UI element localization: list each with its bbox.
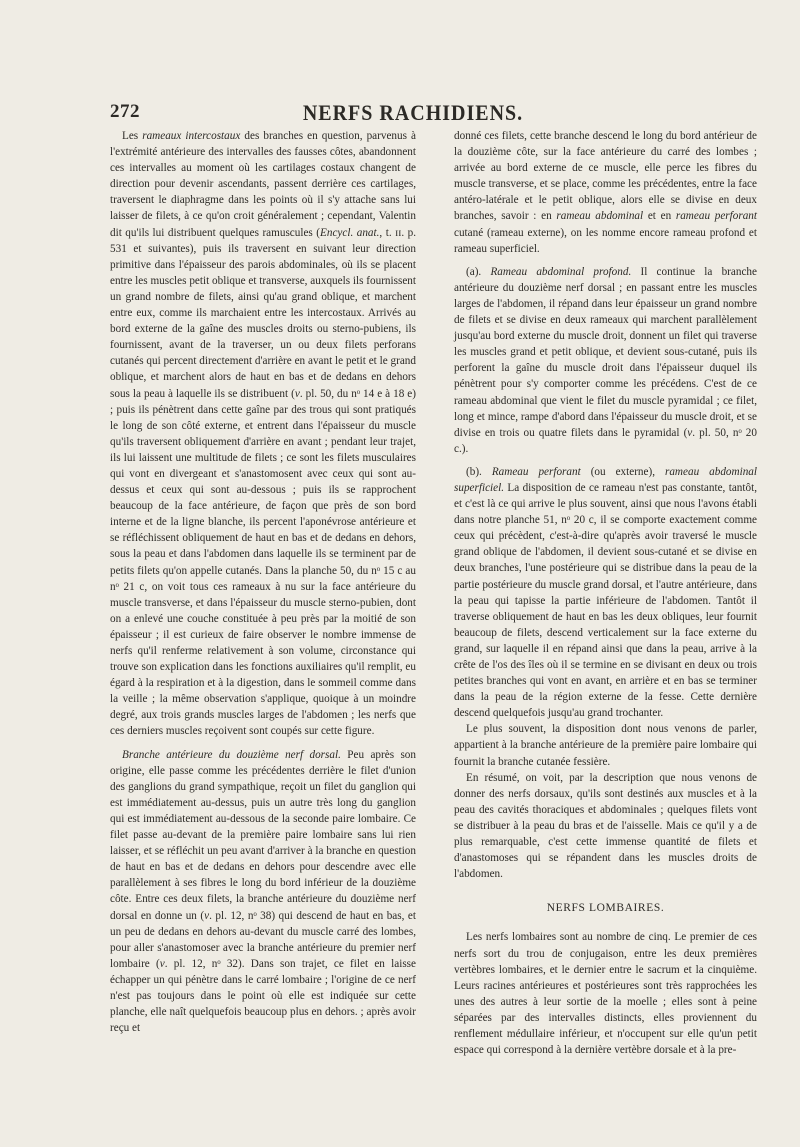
page-number: 272 xyxy=(110,101,140,122)
paragraph-rameau-abdominal-profond: (a). Rameau abdominal profond. Il continue la branche antérieure du douzième nerf dorsal ; en passant entre les muscles larges de l'abdomen, il répand dans leur épaisseur un grand nombre de filets et se divise en deux rameaux qui marchent parallèlement jusqu'au bord externe du muscle droit, donnent un filet qui traverse les muscles grand et petit oblique, et devient sous-cutané, puis ils perforent la gaîne du muscle droit dans l'épaisseur duquel ils pénètrent pour s'y comporter comme les précédens. C'est de ce rameau abdominal que vient le filet du muscle pyramidal ; ce filet, long et mince, rampe d'abord dans l'épaisseur du muscle droit, et se divise en trois ou quatre filets dans le pyramidal (v. pl. 50, nᵒ 20 c.). xyxy=(454,265,757,455)
paragraph-plus-souvent: Le plus souvent, la disposition dont nous venons de parler, appartient à la branche antérieure de la première paire lombaire qui fournit la branche cutanée fessière. xyxy=(454,723,757,768)
running-title: NERFS RACHIDIENS. xyxy=(302,101,524,126)
page-header xyxy=(110,101,716,127)
section-heading-nerfs-lombaires: NERFS LOMBAIRES. xyxy=(546,902,665,915)
paragraph-douzieme-nerf-dorsal: Branche antérieure du douzième nerf dorsal. Peu après son origine, elle passe comme les précédentes derrière le filet d'union des ganglions du grand sympathique, reçoit un filet du ganglion qui est immédiatement au-dessus, puis un autre très long du ganglion qui est immédiatement au-dessous de la seconde paire lombaire. Ce filet passe au-devant de la première paire lombaire sans lui rien laisser, et se réfléchit un peu avant d'arriver à la branche en question de haut en bas et de dedans en dehors pour descendre avec elle parallèlement à ses fibres le long du bord inférieur de la douzième côte. Entre ces deux filets, la branche antérieure du douzième nerf dorsal en donne un (v. pl. 12, nᵒ 38) qui descend de haut en bas, et un peu de dedans en dehors au-devant du muscle carré des lombes, pour aller s'anastomoser avec la branche antérieure du premier nerf lombaire (v. pl. 12, nᵒ 32). Dans son trajet, ce filet en laisse échapper un qui pénètre dans le carré lombaire ; l'origine de ce nerf n'est pas toujours dans le point où elle est indiquée sur cette planche, elle naît quelquefois beaucoup plus en dehors. ; après avoir reçu et xyxy=(110,748,416,1035)
paragraph-nerfs-lombaires: Les nerfs lombaires sont au nombre de cinq. Le premier de ces nerfs sort du trou de conjugaison, entre les deux premières vertèbres lombaires, et le dernier entre le sacrum et la cinquième. Leurs racines antérieures et postérieures sont très rapprochées les unes des autres à leur sortie de la moelle ; elles sont à peine séparées par des intervalles distincts, elles proviennent du renflement médullaire inférieur, et n'occupent sur elle qu'un petit espace qui correspond à la dernière vertèbre dorsale et à la pre- xyxy=(454,931,757,1057)
paragraph-continuation: donné ces filets, cette branche descend le long du bord antérieur de la douzième côte, sur la face antérieure du carré des lombes ; arrivée au bord externe de ce muscle, elle perce les fibres du muscle transverse, et se place, comme les précédentes, entre la face antéro-latérale et le petit oblique, alors elle se divise en deux branches, savoir : en rameau abdominal et en rameau perforant cutané (rameau externe), on les nomme encore rameau profond et rameau superficiel. xyxy=(454,130,758,255)
paragraph-rameau-perforant: (b). Rameau perforant (ou externe), rameau abdominal superficiel. La disposition de ce rameau n'est pas constante, tantôt, et c'est là ce qui arrive le plus souvent, ainsi que nous l'avons établi dans notre planche 51, nᵒ 20 c, il se comporte exactement comme ceux qui précèdent, c'est-à-dire qu'après avoir traversé le muscle grand oblique de l'abdomen, il devient sous-cutané et se divise en deux branches, l'une postérieure qui se distribue dans la peau de la partie postérieure du muscle grand dorsal, et l'autre antérieure, dans la peau qui tapisse la partie inférieure de l'abdomen. Tantôt il traverse obliquement de haut en bas les deux obliques, leur fournit beaucoup de filets, descend verticalement sur la face externe du grand, sur laquelle il en répand ainsi que dans la peau, arrive à la crête de l'os des îles où il se termine en se divisant en deux ou trois petites branches qui vont en avant, en arrière et en bas se terminer dans la peau de la région externe de la fesse. Cette dernière descend quelquefois jusqu'au grand trochanter. xyxy=(454,465,757,720)
right-column xyxy=(454,128,757,1058)
paragraph-en-resume: En résumé, on voit, par la description que nous venons de donner des nerfs dorsaux, qu'ils sont destinés aux muscles et à la peau des cavités thoraciques et abdominales ; quelques filets vont se distribuer à la peau du bras et de l'aisselle. Mais ce qu'il y a de plus remarquable, c'est cette immense quantité de filets et d'anastomoses qui se répandent dans les muscles droits de l'abdomen. xyxy=(454,771,757,881)
left-column xyxy=(110,128,416,1036)
paragraph-rameaux-intercostaux: Les rameaux intercostaux des branches en question, parvenus à l'extrémité antérieure des intervalles des fausses côtes, abandonnent ces intervalles au moment où les cartilages costaux changent de direction pour devenir ascendants, passent derrière ces cartilages, traversent le diaphragme dans les points où il s'y attache sans lui laisser de filets, à ce qu'on croit généralement ; cependant, Valentin dit qu'ils lui distribuent quelques ramuscules (Encycl. anat., t. ɪɪ. p. 531 et suivantes), puis ils traversent en suivant leur direction primitive dans l'épaisseur des parois abdominales, où ils se placent entre les muscles petit oblique et transverse, auxquels ils fournissent un grand nombre de filets, ainsi qu'au grand oblique, et marchent entre eux, comme ils marchaient entre les intercostaux. Arrivés au bord externe de la gaîne des muscles droits ou sterno-pubiens, ils fournissent, avant de la traverser, un ou deux filets perforans cutanés qui percent directement d'arrière en avant le petit et le grand oblique, et marchent alors de haut en bas et de dedans en dehors sous la peau à laquelle ils se distribuent (v. pl. 50, du nᵒ 14 e à 18 e) ; puis ils pénètrent dans cette gaîne par des trous qui sont pratiqués le long de son côté externe, et entrent dans l'épaisseur du muscle qu'ils traversent obliquement d'arrière en avant ; pendant leur trajet, ils lui laissent une multitude de filets ; ce sont les filets musculaires qui vont en divergeant et s'anastomosent avec ceux qui sont au-dessus et ceux qui sont au-dessous ; puis ils se rapprochent beaucoup de la face antérieure, de façon que près de son bord interne et de la ligne blanche, ils percent l'aponévrose antérieure et se réfléchissent obliquement de haut en bas et de dedans en dehors, sous la peau et dans l'abdomen dans laquelle ils se terminent par de petits filets qu'on appelle cutanés. Dans la planche 50, du nᵒ 15 c au nᵒ 21 c, on voit tous ces rameaux à nu sur la face antérieure du muscle transverse, et dans l'épaisseur du muscle sterno-pubien, dont on a enlevé une couche constituée à peu près par la moitié de son épaisseur ; il est curieux de faire observer le nombre immense de nerfs qu'il renferme relativement à son volume, circonstance qui trouve son explication dans les fonctions auxiliaires qu'il remplit, eu égard à la respiration et à la digestion, dans le sommeil comme dans la veille ; la même observation s'applique, quoique à un moindre degré, aux trois grands muscles larges de l'abdomen ; les nerfs que ces derniers muscles reçoivent sont coupés sur cette figure. xyxy=(110,130,416,738)
